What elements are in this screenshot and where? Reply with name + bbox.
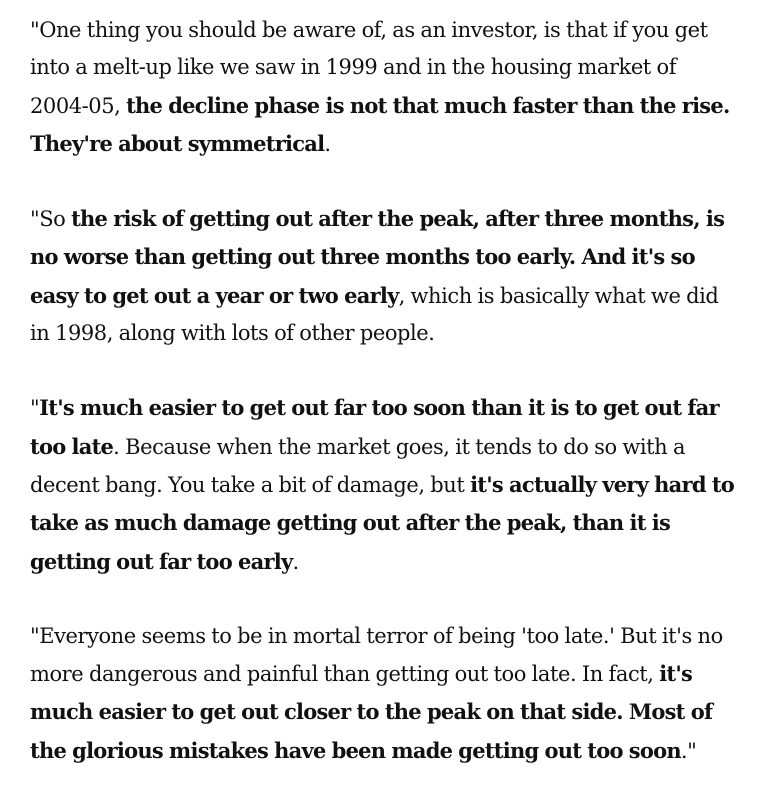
quote-paragraph-1 xyxy=(30,12,740,163)
paragraph-text: . Because when the market goes, it tends to do so with a decent bang. You take a bit of damage, but xyxy=(30,434,686,497)
paragraph-text: "Everyone seems to be in mortal terror of being 'too late.' But it's no more dangerous and painful than getting out too late. In fact, xyxy=(30,623,723,687)
emphasis-text: the risk of getting out after the peak, after three months, is no worse than getting out three months too early. And it's so easy to get out a year or two early xyxy=(30,206,725,308)
paragraph-text: . xyxy=(292,549,299,574)
emphasis-text: It's much easier to get out far too soon than it is to get out far too late xyxy=(30,395,719,459)
paragraph-text: ." xyxy=(680,738,697,763)
quote-paragraph-3 xyxy=(30,389,740,580)
emphasis-text: the decline phase is not that much faster than the rise. They're about symmetrical xyxy=(30,92,730,156)
quote-paragraph-4 xyxy=(30,618,740,770)
paragraph-text: " xyxy=(30,396,40,421)
paragraph-text: "So xyxy=(30,207,72,232)
emphasis-text: it's much easier to get out closer to the peak on that side. Most of the glorious mistakes have been made getting out too soon xyxy=(30,661,713,763)
quote-paragraph-2 xyxy=(30,200,740,352)
paragraph-text: , which is basically what we did in 1998, along with lots of other people. xyxy=(30,283,719,346)
paragraph-text: . xyxy=(324,131,331,156)
emphasis-text: it's actually very hard to take as much damage getting out after the peak, than it is getting out far too early xyxy=(30,471,735,574)
paragraph-text: "One thing you should be aware of, as an investor, is that if you get into a melt-up like we saw in 1999 and in the housing market of 2004-05, xyxy=(30,18,708,118)
